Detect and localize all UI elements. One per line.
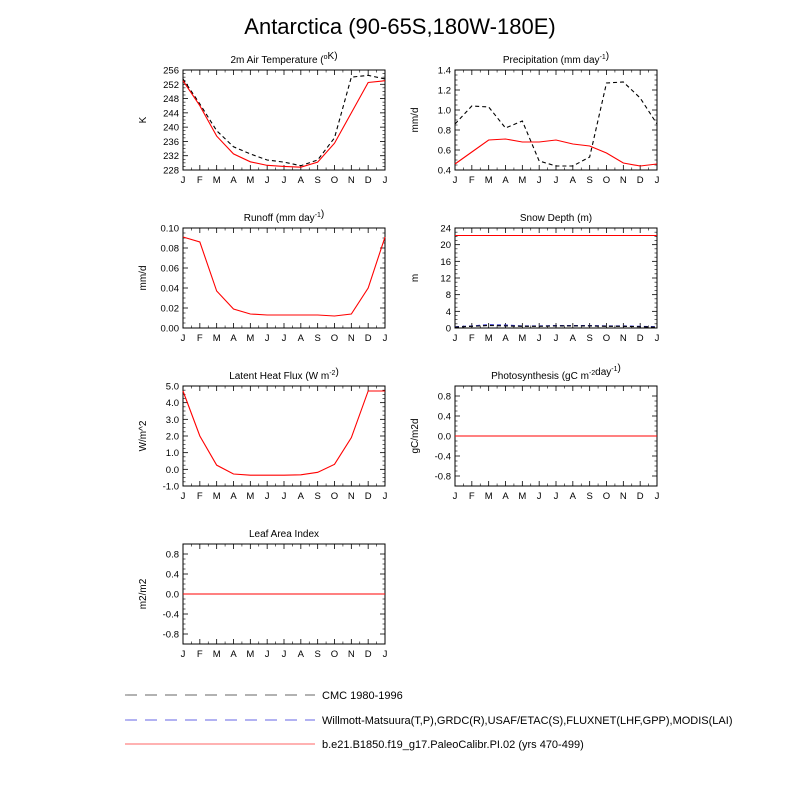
x-tick-label: J <box>264 175 270 186</box>
x-tick-label: S <box>586 333 593 344</box>
x-tick-label: A <box>502 333 509 344</box>
x-tick-label: A <box>569 333 577 344</box>
panel-title-part: K) <box>327 51 338 62</box>
x-tick-label: N <box>619 491 627 502</box>
x-tick-label: J <box>382 649 388 660</box>
y-tick-label: 0.0 <box>165 589 179 601</box>
x-tick-label: J <box>264 491 270 502</box>
panel-title-part: Leaf Area Index <box>248 529 320 540</box>
y-axis-label: K <box>138 116 149 124</box>
panel-title-part: ) <box>605 51 610 62</box>
y-tick-label: 2.0 <box>165 431 179 443</box>
panel-title-superscript: o <box>323 54 328 61</box>
y-tick-label: 16 <box>440 256 451 268</box>
x-tick-label: F <box>196 175 203 186</box>
y-tick-label: -0.8 <box>434 471 451 483</box>
x-tick-label: M <box>518 333 527 344</box>
panel-title-superscript: -2 <box>588 370 596 377</box>
x-tick-label: S <box>586 491 593 502</box>
x-tick-label: S <box>314 175 321 186</box>
x-tick-label: J <box>281 649 287 660</box>
y-tick-label: 0.4 <box>437 165 451 177</box>
y-tick-label: 4.0 <box>165 398 179 410</box>
x-tick-label: J <box>452 491 458 502</box>
x-tick-label: N <box>347 491 355 502</box>
x-tick-label: M <box>246 649 255 660</box>
panel-title <box>520 213 592 224</box>
y-tick-label: 0.02 <box>160 303 179 315</box>
legend-label-1: CMC 1980-1996 <box>322 690 403 702</box>
x-tick-label: J <box>264 649 270 660</box>
y-axis-label: m <box>410 273 421 283</box>
x-tick-label: N <box>347 175 355 186</box>
y-tick-label: 1.0 <box>165 448 179 460</box>
x-tick-label: A <box>297 333 305 344</box>
panel-title <box>249 529 319 540</box>
y-tick-label: 8 <box>445 290 451 302</box>
x-tick-label: O <box>602 333 611 344</box>
x-tick-label: M <box>518 175 527 186</box>
y-tick-label: 0.0 <box>437 431 451 443</box>
panel-title-part: day <box>595 367 612 378</box>
x-tick-label: J <box>654 333 660 344</box>
y-tick-label: -0.4 <box>162 609 179 621</box>
x-tick-label: M <box>212 649 221 660</box>
y-axis-label: gC/m2d <box>410 418 421 454</box>
legend-label-2: Willmott-Matsuura(T,P),GRDC(R),USAF/ETAC(S),FLUXNET(LHF,GPP),MODIS(LAI) <box>322 715 733 727</box>
panel-title-superscript: -2 <box>329 370 336 377</box>
x-tick-label: J <box>452 175 458 186</box>
y-tick-label: 252 <box>163 79 179 91</box>
y-tick-label: 20 <box>440 240 451 252</box>
x-tick-label: A <box>569 491 577 502</box>
x-tick-label: D <box>364 491 372 502</box>
x-tick-label: J <box>654 175 660 186</box>
y-axis-label: W/m^2 <box>138 420 149 452</box>
x-tick-label: J <box>281 175 287 186</box>
y-tick-label: 24 <box>440 223 451 235</box>
x-tick-label: J <box>536 175 542 186</box>
x-tick-label: M <box>246 333 255 344</box>
x-tick-label: J <box>452 333 458 344</box>
y-tick-label: 1.2 <box>437 85 451 97</box>
x-tick-label: J <box>281 333 287 344</box>
x-tick-label: J <box>382 491 388 502</box>
y-tick-label: 5.0 <box>165 381 179 393</box>
y-tick-label: 0.6 <box>437 145 451 157</box>
x-tick-label: M <box>212 333 221 344</box>
y-tick-label: 244 <box>163 108 179 120</box>
x-tick-label: J <box>553 491 559 502</box>
x-tick-label: A <box>297 175 305 186</box>
y-tick-label: 240 <box>163 122 179 134</box>
y-tick-label: 0.8 <box>165 549 179 561</box>
y-tick-label: 248 <box>163 94 179 106</box>
x-tick-label: M <box>484 491 493 502</box>
panel-title-part: Latent Heat Flux (W m <box>229 371 330 382</box>
panel-title-part: Runoff (mm day <box>243 213 315 224</box>
y-tick-label: -1.0 <box>162 481 179 493</box>
y-tick-label: 4 <box>445 306 451 318</box>
x-tick-label: N <box>619 175 627 186</box>
y-tick-label: 256 <box>163 65 179 77</box>
x-tick-label: N <box>347 333 355 344</box>
x-tick-label: M <box>246 175 255 186</box>
y-axis-label: mm/d <box>138 265 149 291</box>
x-tick-label: O <box>602 175 611 186</box>
x-tick-label: J <box>264 333 270 344</box>
y-tick-label: -0.8 <box>162 629 179 641</box>
y-tick-label: 236 <box>163 136 179 148</box>
x-tick-label: M <box>246 491 255 502</box>
x-tick-label: D <box>364 175 372 186</box>
y-tick-label: 0.8 <box>437 125 451 137</box>
x-tick-label: D <box>636 491 644 502</box>
x-tick-label: D <box>364 649 372 660</box>
x-tick-label: O <box>330 333 339 344</box>
y-tick-label: 0.4 <box>437 411 451 423</box>
x-tick-label: A <box>230 649 237 660</box>
y-tick-label: 0 <box>445 323 451 335</box>
x-tick-label: A <box>230 491 237 502</box>
x-tick-label: F <box>468 175 475 186</box>
y-axis-label: m2/m2 <box>138 578 149 610</box>
x-tick-label: J <box>281 491 287 502</box>
y-tick-label: -0.4 <box>434 451 451 463</box>
x-tick-label: S <box>314 333 321 344</box>
x-tick-label: D <box>636 175 644 186</box>
y-tick-label: 0.06 <box>160 263 179 275</box>
y-tick-label: 1.0 <box>437 105 451 117</box>
x-tick-label: O <box>330 175 339 186</box>
x-tick-label: M <box>212 491 221 502</box>
x-tick-label: S <box>586 175 593 186</box>
x-tick-label: N <box>347 649 355 660</box>
x-tick-label: A <box>230 333 237 344</box>
x-tick-label: O <box>602 491 611 502</box>
y-tick-label: 1.4 <box>437 65 451 77</box>
x-tick-label: J <box>654 491 660 502</box>
x-tick-label: M <box>484 175 493 186</box>
panel-title-part: Precipitation (mm day <box>502 55 600 66</box>
y-tick-label: 0.00 <box>160 323 179 335</box>
x-tick-label: J <box>382 333 388 344</box>
panel-title-part: ) <box>320 209 325 220</box>
x-tick-label: M <box>518 491 527 502</box>
x-tick-label: J <box>553 333 559 344</box>
panel-title-part: ) <box>617 363 621 374</box>
x-tick-label: J <box>180 491 186 502</box>
x-tick-label: F <box>196 491 203 502</box>
x-tick-label: F <box>196 333 203 344</box>
x-tick-label: J <box>382 175 388 186</box>
panel-title-part: 2m Air Temperature ( <box>230 55 324 66</box>
legend-label-3: b.e21.B1850.f19_g17.PaleoCalibr.PI.02 (yrs 470-499) <box>322 739 584 751</box>
y-tick-label: 0.08 <box>160 243 179 255</box>
y-tick-label: 0.8 <box>437 391 451 403</box>
x-tick-label: A <box>297 491 305 502</box>
y-tick-label: 3.0 <box>165 414 179 426</box>
x-tick-label: F <box>196 649 203 660</box>
panel-title-superscript: -1 <box>599 54 606 61</box>
x-tick-label: M <box>484 333 493 344</box>
x-tick-label: M <box>212 175 221 186</box>
x-tick-label: J <box>536 491 542 502</box>
x-tick-label: J <box>536 333 542 344</box>
y-tick-label: 0.4 <box>165 569 179 581</box>
panel-title-part: Snow Depth (m) <box>519 213 593 224</box>
x-tick-label: A <box>297 649 305 660</box>
x-tick-label: D <box>636 333 644 344</box>
panel-title-superscript: -1 <box>611 366 618 373</box>
y-tick-label: 0.10 <box>160 223 179 235</box>
x-tick-label: J <box>180 175 186 186</box>
x-tick-label: S <box>314 491 321 502</box>
x-tick-label: J <box>180 333 186 344</box>
x-tick-label: J <box>553 175 559 186</box>
x-tick-label: A <box>569 175 577 186</box>
y-tick-label: 0.0 <box>165 464 179 476</box>
y-tick-label: 12 <box>440 273 451 285</box>
panel-title-superscript: -1 <box>314 212 321 219</box>
x-tick-label: O <box>330 649 339 660</box>
x-tick-label: A <box>502 491 509 502</box>
x-tick-label: A <box>230 175 237 186</box>
y-tick-label: 232 <box>163 151 179 163</box>
x-tick-label: J <box>180 649 186 660</box>
figure-title: Antarctica (90-65S,180W-180E) <box>244 14 556 39</box>
x-tick-label: D <box>364 333 372 344</box>
x-tick-label: A <box>502 175 509 186</box>
x-tick-label: F <box>468 333 475 344</box>
x-tick-label: O <box>330 491 339 502</box>
x-tick-label: F <box>468 491 475 502</box>
panel-title-part: Photosynthesis (gC m <box>491 371 589 382</box>
x-tick-label: N <box>619 333 627 344</box>
y-tick-label: 228 <box>163 165 179 177</box>
panel-title-part: ) <box>335 367 339 378</box>
y-tick-label: 0.04 <box>160 283 179 295</box>
y-axis-label: mm/d <box>410 107 421 133</box>
x-tick-label: S <box>314 649 321 660</box>
